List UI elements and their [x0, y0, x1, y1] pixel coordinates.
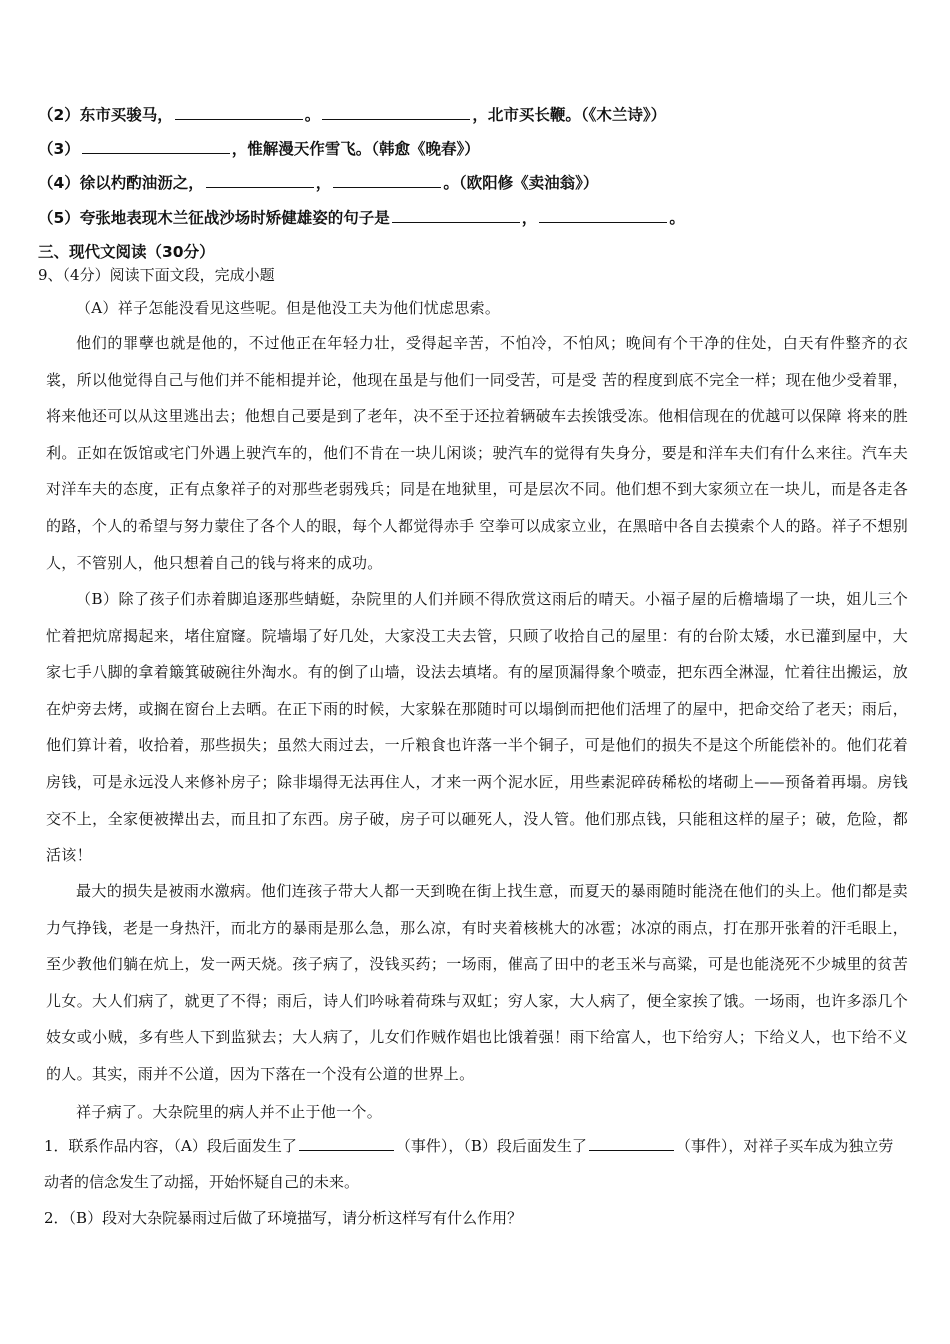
sub-question-1 [44, 1128, 904, 1200]
passage-paragraph-d: 祥子病了。大杂院里的病人并不止于他一个。 [76, 1103, 383, 1121]
passage-paragraph-b-body: （B）除了孩子们赤着脚追逐那些蜻蜓，杂院里的人们并顾不得欣赏这雨后的晴天。小福子屋的后檐墙塌了一块，姐儿三个忙着把炕席揭起来，堵住窟窿。院墙塌了好几处，大家没工夫去管，只顾了收拾自己的屋里：有的台阶太矮，水已灌到屋中，大家七手八脚的拿着簸箕破碗往外淘水。有的倒了山墙，设法去填堵。有的屋顶漏得象个喷壶，把东西全淋湿，忙着往出搬运，放在炉旁去烤，或搁在窗台上去晒。在正下雨的时候，大家躲在那随时可以塌倒而把他们活埋了的屋中，把命交给了老天；雨后，他们算计着，收拾着，那些损失；虽然大雨过去，一斤粮食也许落一半个铜子，可是他们的损失不是这个所能偿补的。他们花着房钱，可是永远没人来修补房子；除非塌得无法再住人，才来一两个泥水匠，用些素泥碎砖稀松的堵砌上——预备着再塌。房钱交不上，全家便被撵出去，而且扣了东西。房子破，房子可以砸死人，没人管。他们那点钱，只能租这样的屋子；破，危险，都活该！ [46, 590, 908, 865]
fill-question-4 [38, 171, 598, 193]
question-9-header: 9、（4分）阅读下面文段，完成小题 [38, 266, 275, 284]
sq1-text-a: 1．联系作品内容，（A）段后面发生了 [44, 1137, 297, 1155]
sq1-text-b: （事件），（B）段后面发生了 [395, 1137, 587, 1155]
q4-text-c: 。（欧阳修《卖油翁》） [443, 174, 599, 192]
sq1-text-c: （事件），对祥子买车成为独立劳动者的信念发生了动摇，开始怀疑自己的未来。 [44, 1137, 894, 1191]
fill-question-2 [38, 103, 666, 125]
q3-text-b: ，惟解漫天作雪飞。（韩愈《晚春》） [231, 140, 480, 158]
q3-blank-1[interactable] [82, 139, 230, 154]
sq1-blank-1[interactable] [299, 1136, 394, 1151]
passage-paragraph-a-body: 他们的罪孽也就是他的，不过他正在年轻力壮，受得起辛苦，不怕冷，不怕风；晚间有个干净的住处，白天有件整齐的衣裳，所以他觉得自己与他们并不能相提并论，他现在虽是与他们一同受苦，可是受 苦的程度到底不完全一样；现在他少受着罪，将来他还可以从这里逃出去；他想自己要是到了老年，决不至于还拉着辆破车去挨饿受冻。他相信现在的优越可以保障 将来的胜利。正如在饭馆或宅门外遇上驶汽车的，他们不肯在一块儿闲谈；驶汽车的觉得有失身分，要是和洋车夫们有什么来往。汽车夫对洋车夫的态度，正有点象祥子的对那些老弱残兵；同是在地狱里，可是层次不同。他们想不到大家须立在一块儿，而是各走各的路，个人的希望与努力蒙住了各个人的眼，每个人都觉得赤手 空拳可以成家立业，在黑暗中各自去摸索个人的路。祥子不想别人，不管别人，他只想着自己的钱与将来的成功。 [46, 334, 908, 572]
q4-blank-2[interactable] [333, 173, 441, 188]
passage-paragraph-a-intro: （A）祥子怎能没看见这些呢。但是他没工夫为他们忧虑思索。 [76, 299, 501, 317]
q2-text-b: 。 [304, 106, 321, 124]
q4-text-a: （4）徐以杓酌油沥之， [38, 174, 204, 192]
sq1-blank-2[interactable] [589, 1136, 674, 1151]
fill-question-3 [38, 137, 480, 159]
q5-blank-2[interactable] [539, 208, 667, 223]
q5-text-a: （5）夸张地表现木兰征战沙场时矫健雄姿的句子是 [38, 209, 390, 227]
q4-text-b: ， [315, 174, 332, 192]
section-title: 三、现代文阅读（30分） [38, 243, 215, 261]
q2-text-a: （2）东市买骏马， [38, 106, 173, 124]
q5-blank-1[interactable] [392, 208, 520, 223]
passage-paragraph-c-body: 最大的损失是被雨水激病。他们连孩子带大人都一天到晚在街上找生意，而夏天的暴雨随时能浇在他们的头上。他们都是卖力气挣钱，老是一身热汗，而北方的暴雨是那么急，那么凉，有时夹着核桃大的冰雹；冰凉的雨点，打在那开张着的汗毛眼上，至少教他们躺在炕上，发一两天烧。孩子病了，没钱买药；一场雨，催高了田中的老玉米与高粱，可是也能浇死不少城里的贫苦儿女。大人们病了，就更了不得；雨后，诗人们吟咏着荷珠与双虹；穷人家，大人病了，便全家挨了饿。一场雨，也许多添几个妓女或小贼，多有些人下到监狱去；大人病了，儿女们作贼作娼也比饿着强！雨下给富人，也下给穷人；下给义人，也下给不义的人。其实，雨并不公道，因为下落在一个没有公道的世界上。 [46, 882, 908, 1083]
q5-text-b: ， [521, 209, 538, 227]
q4-blank-1[interactable] [206, 173, 314, 188]
q2-blank-2[interactable] [322, 105, 470, 120]
sub-question-2: 2．（B）段对大杂院暴雨过后做了环境描写，请分析这样写有什么作用？ [44, 1209, 523, 1227]
q3-text-a: （3） [38, 140, 80, 158]
q5-text-c: 。 [669, 209, 685, 227]
fill-question-5 [38, 206, 685, 228]
q2-text-c: ，北市买长鞭。（《木兰诗》） [472, 106, 667, 124]
q2-blank-1[interactable] [175, 105, 303, 120]
